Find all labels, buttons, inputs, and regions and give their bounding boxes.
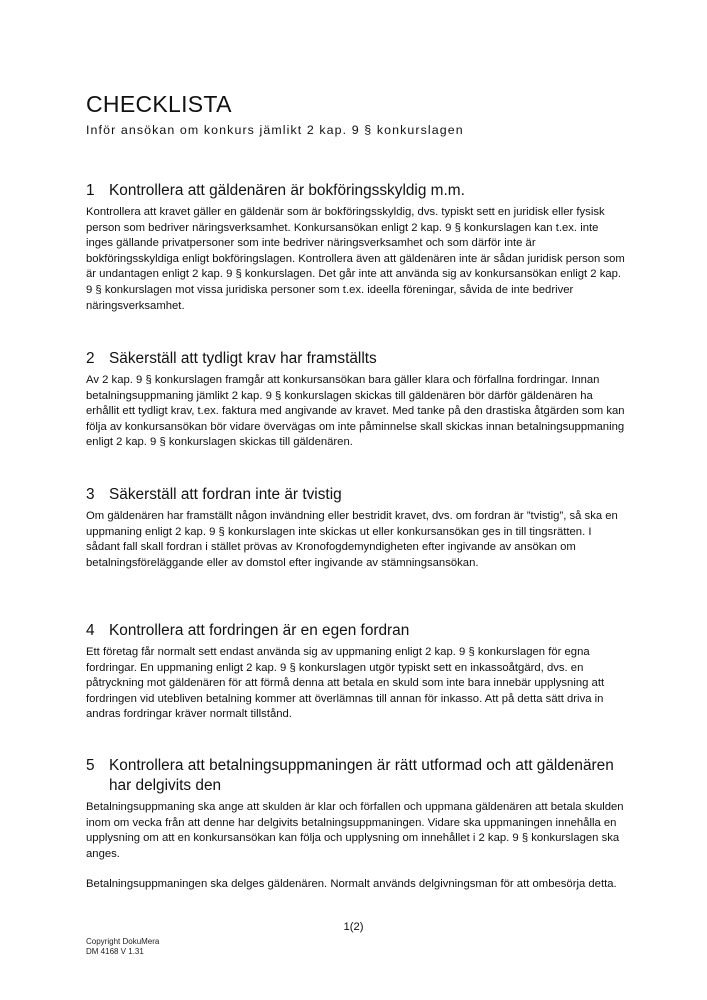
section-paragraph: Kontrollera att kravet gäller en gäldenär som är bokföringsskyldig, dvs. typiskt sett en juridisk eller fysisk person som bedriver näringsverksamhet. Konkursansökan enligt 2 kap. 9 § konkurslagen kan t.ex. inte inges gällande privatpersoner som inte bedriver näringsverksamhet och som därför inte är bokföringsskyldiga enligt bokföringslagen. Kontrollera även att gäldenären inte är sådan juridisk person som är undantagen enligt 2 kap. 9 § konkurslagen. Det går inte att använda sig av konkursansökan enligt 2 kap. 9 § konkurslagen mot vissa juridiska personer som t.ex. ideella föreningar, såvida de inte bedriver näringsverksamhet. [86,206,625,312]
page-number: 1(2) [343,921,364,933]
section-number: 2 [86,350,95,367]
section-number: 3 [86,486,95,503]
section-number: 5 [86,757,95,774]
section-heading [86,181,626,201]
section-heading [86,756,626,796]
section-title: Säkerställ att fordran inte är tvistig [109,486,342,503]
section-title: Kontrollera att gäldenären är bokföringsskyldig m.m. [109,182,465,199]
section-title: Säkerställ att tydligt krav har framställts [109,350,377,367]
copyright-text: Copyright DokuMera [86,937,160,946]
section-title: Kontrollera att fordringen är en egen fordran [109,622,410,639]
section-paragraph: Betalningsuppmaningen ska delges gäldenären. Normalt används delgivningsman för att ombesörja detta. [86,878,617,891]
section-5 [86,756,626,893]
document-subtitle: Inför ansökan om konkurs jämlikt 2 kap. 9 § konkurslagen [86,123,464,137]
section-heading [86,485,626,505]
section-paragraph: Betalningsuppmaning ska ange att skulden är klar och förfallen och uppmana gäldenären att betala skulden inom om vecka från att denne har delgivits betalningsuppmaningen. Vidare ska uppmaningen innehålla en upplysning om att en konkursansökan kan följa och upplysning om innehållet i 2 kap. 9 § konkurslagen ska anges. [86,801,624,860]
section-2 [86,349,626,451]
section-heading [86,349,626,369]
document-id: DM 4168 V 1.31 [86,947,144,956]
section-1 [86,181,626,314]
section-number: 4 [86,622,95,639]
section-paragraph: Om gäldenären har framställt någon invändning eller bestridit kravet, dvs. om fordran är ”tvistig”, så ska en uppmaning enligt 2 kap. 9 § konkurslagen inte skickas ut eller konkursansökan ges in till tingsrätten. I sådant fall skall fordran i stället prövas av Kronofogdemyndigheten efter ingivande av ansökan om betalningsföreläggande eller av domstol efter ingivande av stämningsansökan. [86,510,618,569]
section-paragraph: Av 2 kap. 9 § konkurslagen framgår att konkursansökan bara gäller klara och förfallna fordringar. Innan betalningsuppmaning jämlikt 2 kap. 9 § konkurslagen skickas till gäldenären bör därför gäldenären ha erhållit ett tydligt krav, t.ex. faktura med angivande av kravet. Med tanke på den drastiska åtgärden som kan följa av konkursansökan bör vidare övervägas om inte påminnelse skall skickas innan betalningsuppmaning enligt 2 kap. 9 § konkurslagen skickas till gäldenären. [86,374,625,449]
section-heading [86,621,626,641]
section-3 [86,485,626,571]
document-page [86,92,626,138]
section-4 [86,621,626,723]
document-footer [86,937,159,957]
document-title: CHECKLISTA [86,91,232,117]
section-number: 1 [86,182,95,199]
section-paragraph: Ett företag får normalt sett endast använda sig av uppmaning enligt 2 kap. 9 § konkurslagen för egna fordringar. En uppmaning enligt 2 kap. 9 § konkurslagen utgör typiskt sett en inkassoåtgärd, dvs. en påtryckning mot gäldenären för att förmå denna att betala en skuld som inte bara innebär upplysning att fordringen vid utebliven betalning kommer att överlämnas till annan för inkasso. Att på detta sätt driva in andras fordringar kräver normalt tillstånd. [86,646,605,721]
section-title: Kontrollera att betalningsuppmaningen är rätt utformad och att gäldenären har delgivits den [109,757,614,794]
